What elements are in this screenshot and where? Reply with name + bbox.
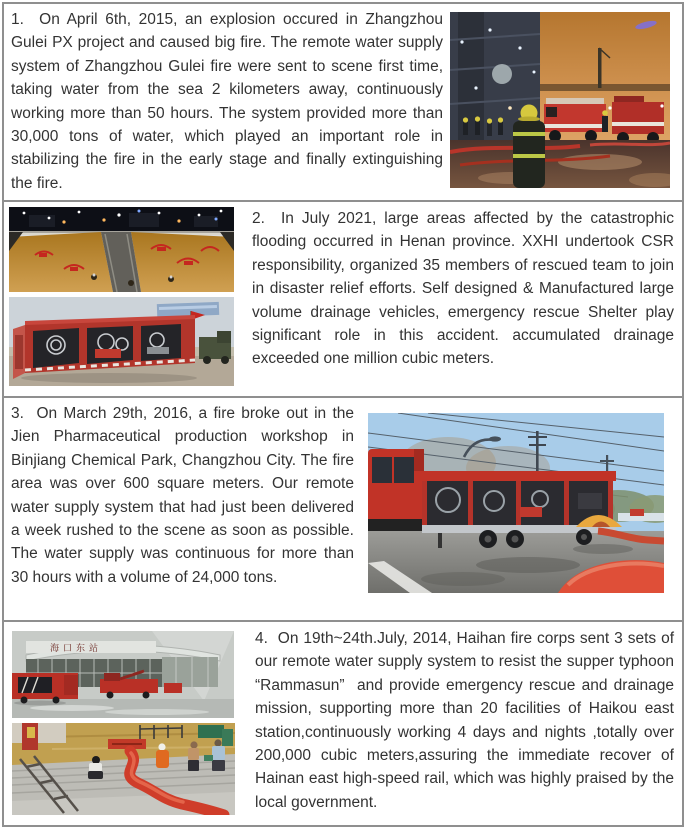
photo-changzhou-water-supply-truck — [368, 413, 664, 593]
case-3-image-column — [362, 398, 682, 620]
case-4-text-column — [245, 622, 682, 825]
photo-haikou-east-station — [12, 631, 234, 718]
case-2-paragraph: 2. In July 2021, large areas affected by the catastrophic flooding occurred in Henan province. XXHI undertook CSR responsibility, organized 35 members of rescued team to join in disaster relief efforts. Self designed & Manufactured large volume drainage vehicles, emergency rescue Shelter play significant role in this accident. accumulated drainage exceeded one million cubic meters. — [252, 210, 674, 368]
case-3-paragraph: 3. On March 29th, 2016, a fire broke out in the Jien Pharmaceutical production workshop in Binjiang Chemical Park, Changzhou City. The fire area was over 600 square meters. Our remote water supply system that had just been delivered a week rushed to the scene as soon as possible. The water supply was continuous for more than 30 hours with a volume of 24,000 tons. — [11, 405, 354, 586]
case-section-4 — [4, 620, 682, 825]
case-section-1 — [4, 4, 682, 200]
photo-zhangzhou-fire-scene — [450, 12, 670, 188]
photo-station-stairs-hose — [12, 723, 235, 815]
case-2-text-column — [242, 202, 682, 396]
case-4-image-column — [4, 622, 245, 825]
case-1-paragraph: 1. On April 6th, 2015, an explosion occured in Zhangzhou Gulei PX project and caused big fire. The remote water supply system of Zhangzhou Gulei fire were sent to scene first time, taking water from the sea 2 kilometers away, continuously working more than 50 hours. The system provided more than 30,000 tons of water, which played an important role in stabilizing the fire in the early stage and finally extinguishing the fire. — [11, 11, 443, 192]
document-page — [2, 2, 684, 827]
case-4-paragraph: 4. On 19th~24th.July, 2014, Haihan fire corps sent 3 sets of our remote water supply system to resist the supper typhoon “Rammasun” and provide emergency rescue and drainage mission, supporting more than 20 facilities of Haikou east station,continuously working 4 days and nights ,totally over 200,000 cubic meters,assuring the immediate recover of Hainan east high-speed rail, which was highly praised by the local government. — [255, 630, 674, 811]
case-section-2 — [4, 200, 682, 396]
photo-drainage-container-vehicle — [9, 297, 234, 386]
station-sign-text: 海口东站 — [50, 644, 103, 654]
case-2-image-column — [4, 202, 242, 396]
photo-henan-flood-night — [9, 207, 234, 292]
case-3-text-column — [4, 398, 362, 620]
case-1-text-column — [4, 4, 450, 200]
case-section-3 — [4, 396, 682, 620]
case-1-image-column — [450, 4, 682, 200]
